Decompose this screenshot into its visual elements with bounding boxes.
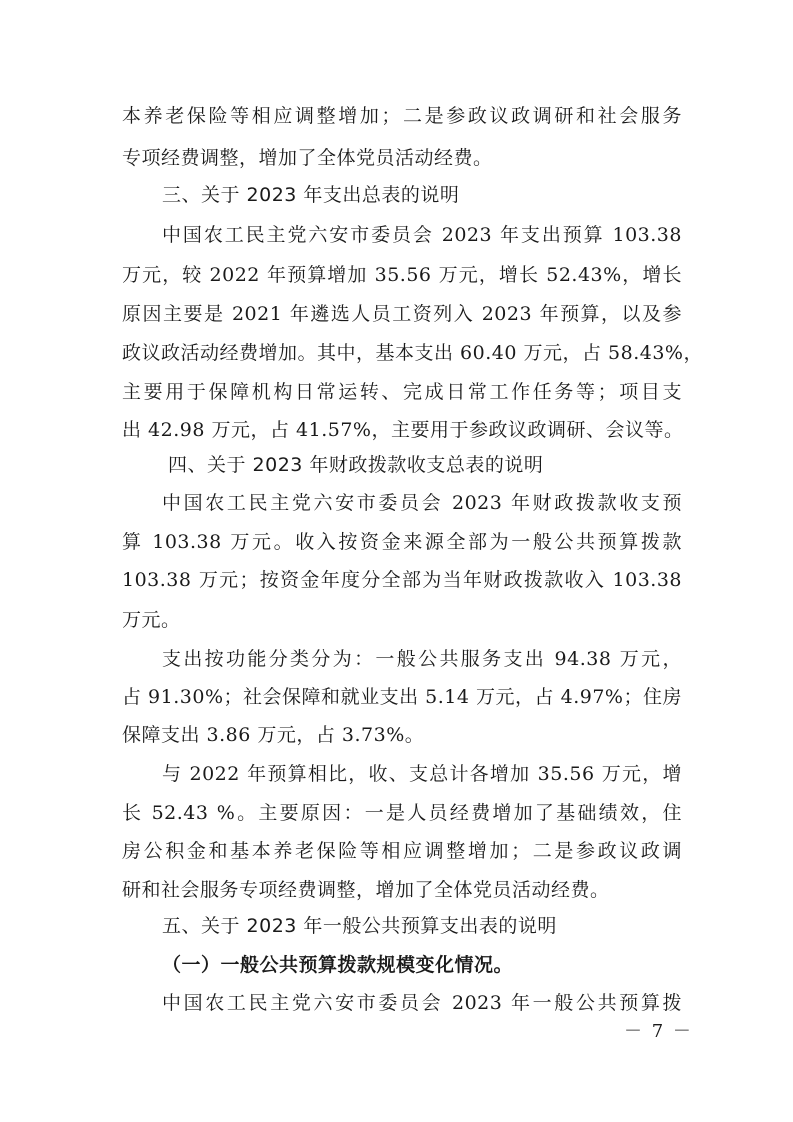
body-text-line: 支出按功能分类分为：一般公共服务支出 94.38 万元，	[162, 648, 682, 670]
body-text-line: 万元，较 2022 年预算增加 35.56 万元，增长 52.43%，增长	[122, 264, 682, 286]
body-text-line: 长 52.43 %。主要原因：一是人员经费增加了基础绩效，住	[122, 802, 682, 824]
body-text-line: 算 103.38 万元。收入按资金来源全部为一般公共预算拨款	[122, 531, 682, 553]
body-text-line: 研和社会服务专项经费调整，增加了全体党员活动经费。	[122, 879, 610, 901]
section-heading-3: 三、关于 2023 年支出总表的说明	[162, 184, 460, 206]
body-text-line: 中国农工民主党六安市委员会 2023 年支出预算 103.38	[162, 224, 682, 246]
body-text-line: 保障支出 3.86 万元，占 3.73%。	[122, 724, 425, 746]
section-heading-5: 五、关于 2023 年一般公共预算支出表的说明	[162, 915, 557, 937]
body-text-line: 政议政活动经费增加。其中，基本支出 60.40 万元，占 58.43%，	[122, 342, 703, 364]
body-text-line: 专项经费调整，增加了全体党员活动经费。	[122, 147, 493, 169]
body-text-line: 原因主要是 2021 年遴选人员工资列入 2023 年预算，以及参	[122, 303, 682, 325]
body-text-line: 与 2022 年预算相比，收、支总计各增加 35.56 万元，增	[162, 763, 682, 785]
subsection-heading: （一）一般公共预算拨款规模变化情况。	[162, 954, 514, 976]
section-heading-4: 四、关于 2023 年财政拨款收支总表的说明	[168, 454, 544, 476]
body-text-line: 万元。	[122, 609, 181, 631]
body-text-line: 中国农工民主党六安市委员会 2023 年一般公共预算拨	[162, 992, 682, 1014]
body-text-line: 本养老保险等相应调整增加；二是参政议政调研和社会服务	[122, 105, 682, 127]
body-text-line: 中国农工民主党六安市委员会 2023 年财政拨款收支预	[162, 492, 682, 514]
page-number: － 7 －	[624, 1021, 693, 1042]
body-text-line: 103.38 万元；按资金年度分全部为当年财政拨款收入 103.38	[122, 569, 682, 591]
body-text-line: 房公积金和基本养老保险等相应调整增加；二是参政议政调	[122, 840, 682, 862]
body-text-line: 占 91.30%；社会保障和就业支出 5.14 万元，占 4.97%；住房	[122, 686, 682, 708]
body-text-line: 主要用于保障机构日常运转、完成日常工作任务等；项目支	[122, 381, 682, 403]
body-text-line: 出 42.98 万元，占 41.57%，主要用于参政议政调研、会议等。	[122, 419, 684, 441]
